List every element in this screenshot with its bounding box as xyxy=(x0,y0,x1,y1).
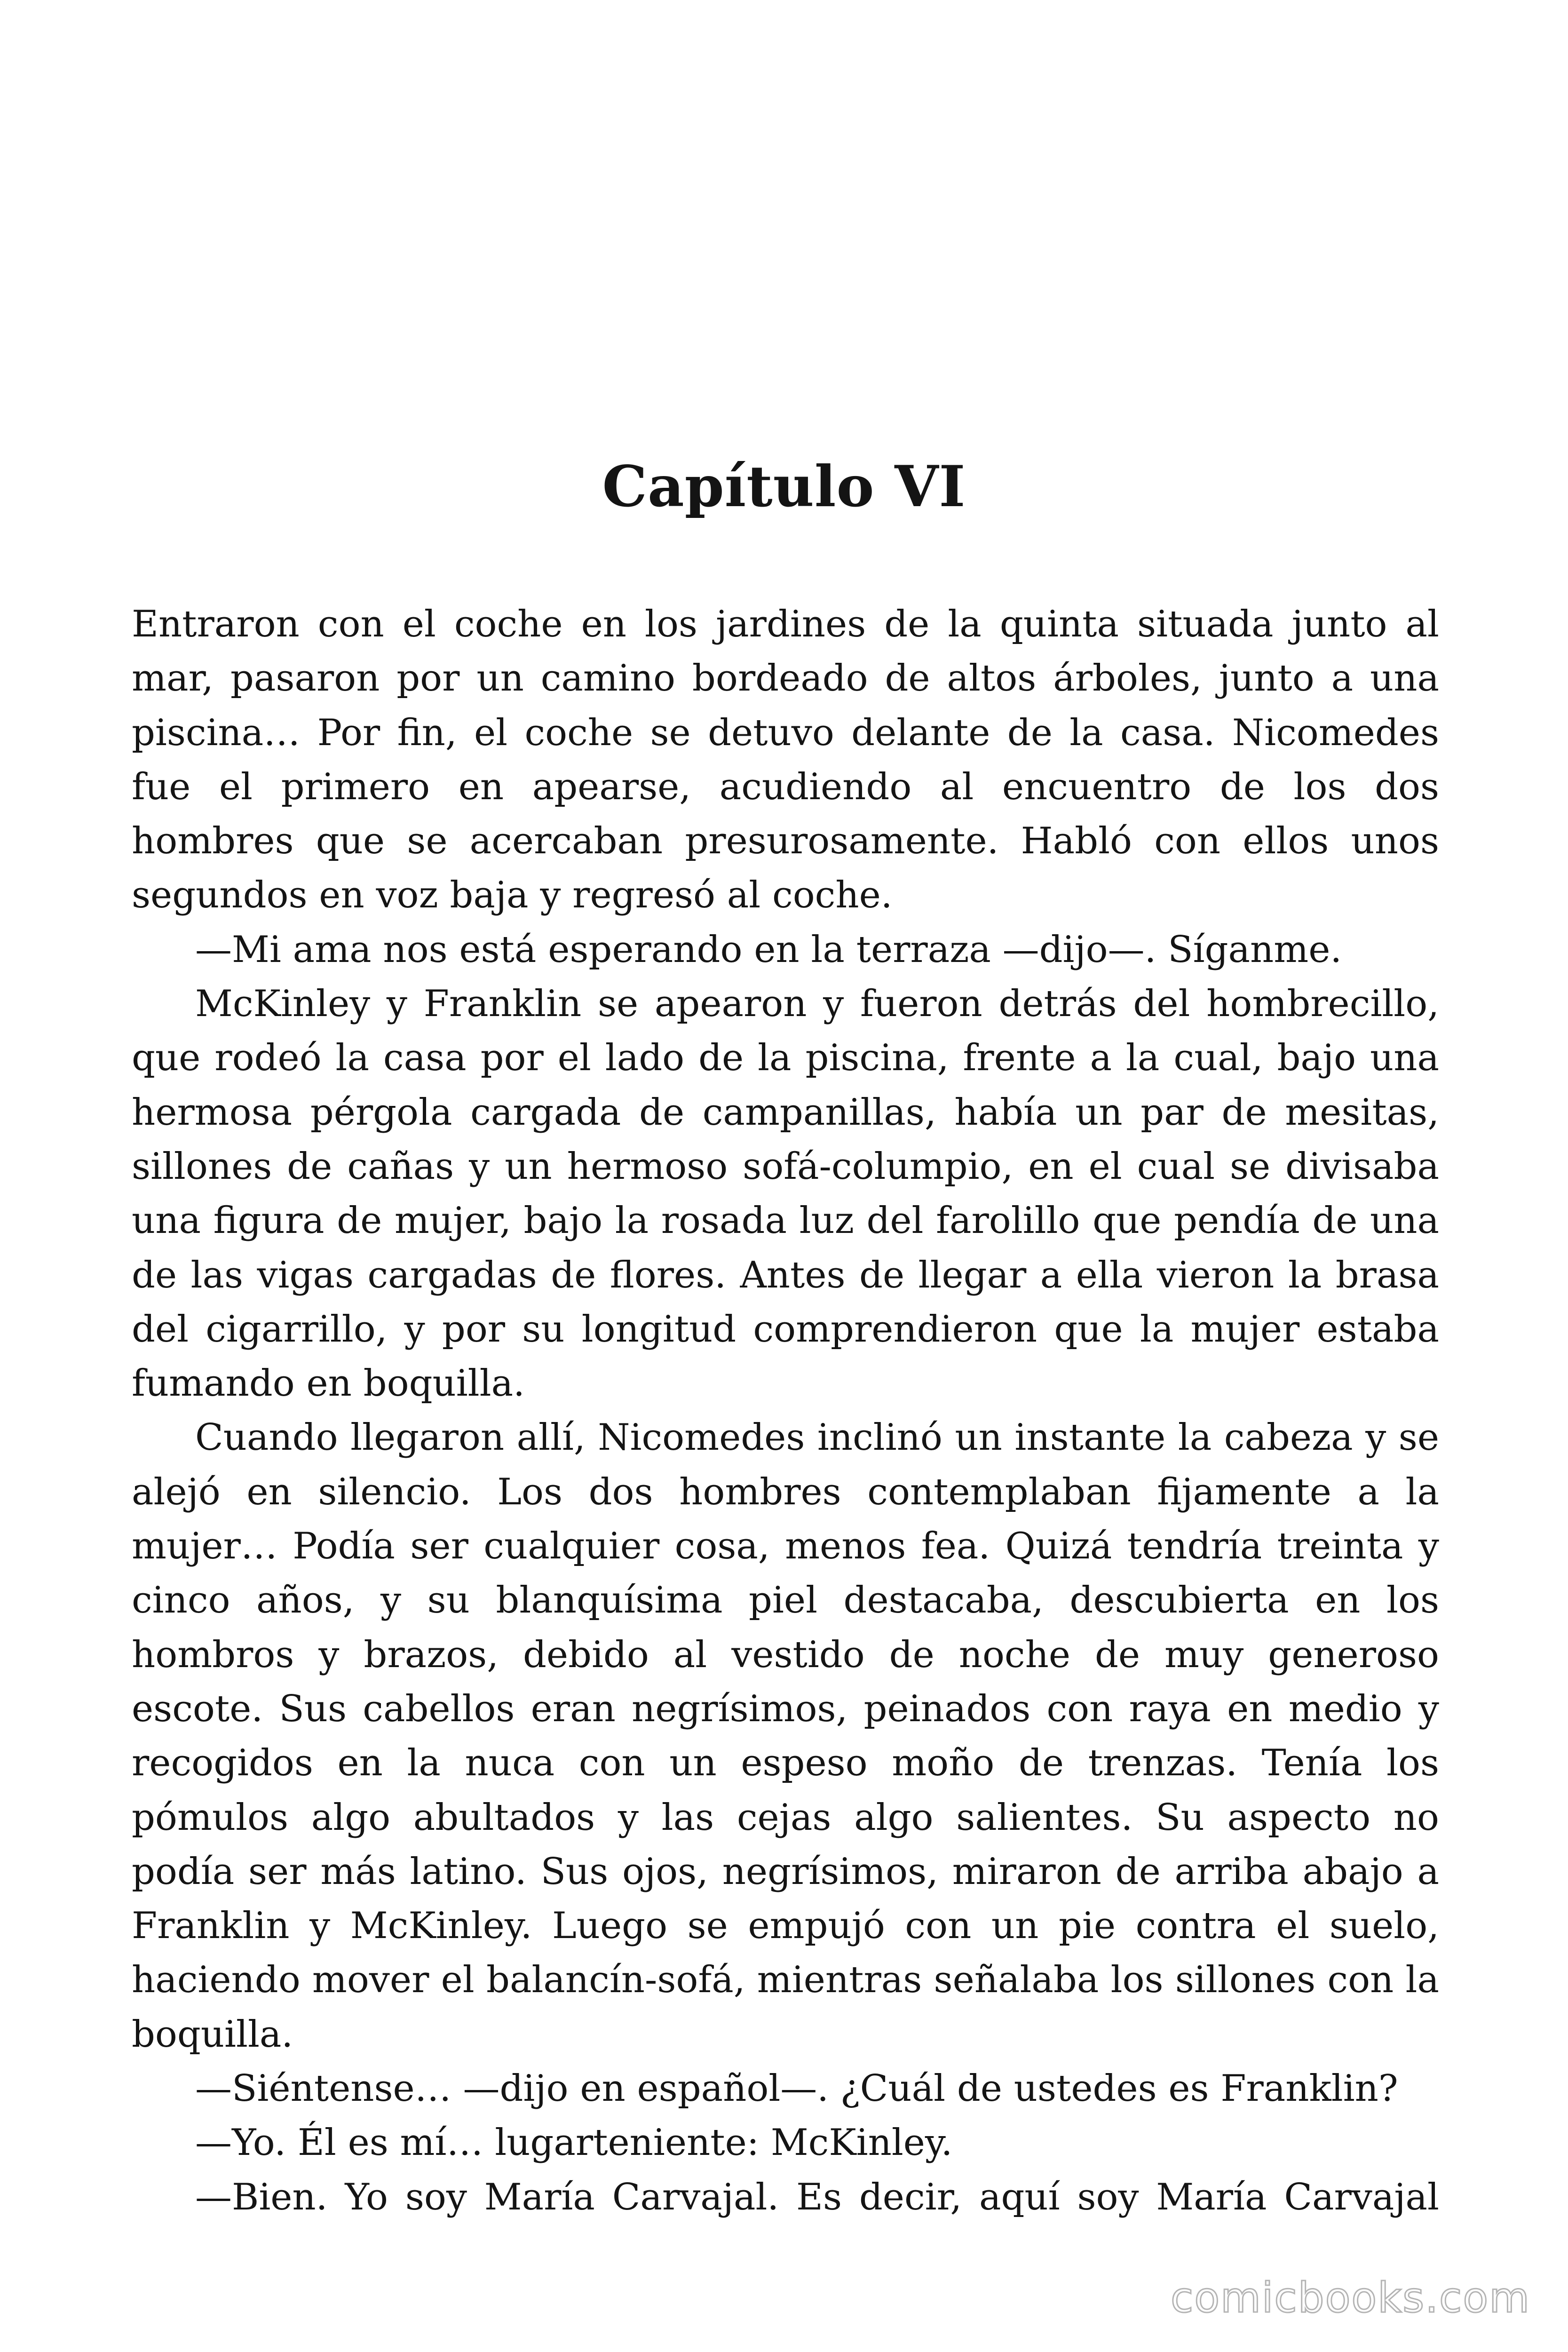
paragraph-3: McKinley y Franklin se apearon y fueron detrás del hombrecillo, que rodeó la casa por el lado de la piscina, frente a la cual, bajo una hermosa pérgola cargada de campanillas, había un par de mesitas, sillones de cañas y un hermoso sofá-columpio, en el cual se divisaba una figura de mujer, bajo la rosada luz del farolillo que pendía de una de las vigas cargadas de flores. Antes de llegar a ella vieron la brasa del cigarrillo, y por su longitud comprendieron que la mujer estaba fumando en boquilla. xyxy=(132,983,1439,1405)
paragraph-6: —Yo. Él es mí… lugarteniente: McKinley. xyxy=(195,2122,953,2164)
paragraph-2: —Mi ama nos está esperando en la terraza —dijo—. Síganme. xyxy=(195,928,1342,971)
watermark: comicbooks.com xyxy=(1170,2273,1530,2322)
paragraph-5: —Siéntense… —dijo en español—. ¿Cuál de ustedes es Franklin? xyxy=(195,2067,1398,2110)
paragraph-1: Entraron con el coche en los jardines de la quinta situada junto al mar, pasaron por un camino bordeado de altos árboles, junto a una piscina… Por fin, el coche se detuvo delante de la casa. Nicomedes fue el primero en apearse, acudiendo al encuentro de los dos hombres que se acercaban presurosamente. Habló con ellos unos segundos en voz baja y regresó al coche. xyxy=(132,603,1439,917)
paragraph-4: Cuando llegaron allí, Nicomedes inclinó un instante la cabeza y se alejó en silencio. Los dos hombres contemplaban fijamente a la mujer… Podía ser cualquier cosa, menos fea. Quizá tendría treinta y cinco años, y su blanquísima piel destacaba, descubierta en los hombros y brazos, debido al vestido de noche de muy generoso escote. Sus cabellos eran negrísimos, peinados con raya en medio y recogidos en la nuca con un espeso moño de trenzas. Tenía los pómulos algo abultados y las cejas algo salientes. Su aspecto no podía ser más latino. Sus ojos, negrísimos, miraron de arriba abajo a Franklin y McKinley. Luego se empujó con un pie contra el suelo, haciendo mover el balancín-sofá, mientras señalaba los sillones con la boquilla. xyxy=(132,1416,1439,2056)
chapter-title: Capítulo VI xyxy=(602,453,966,520)
chapter-body xyxy=(132,597,1439,2225)
paragraph-7: —Bien. Yo soy María Carvajal. Es decir, aquí soy María Carvajal xyxy=(195,2176,1439,2218)
